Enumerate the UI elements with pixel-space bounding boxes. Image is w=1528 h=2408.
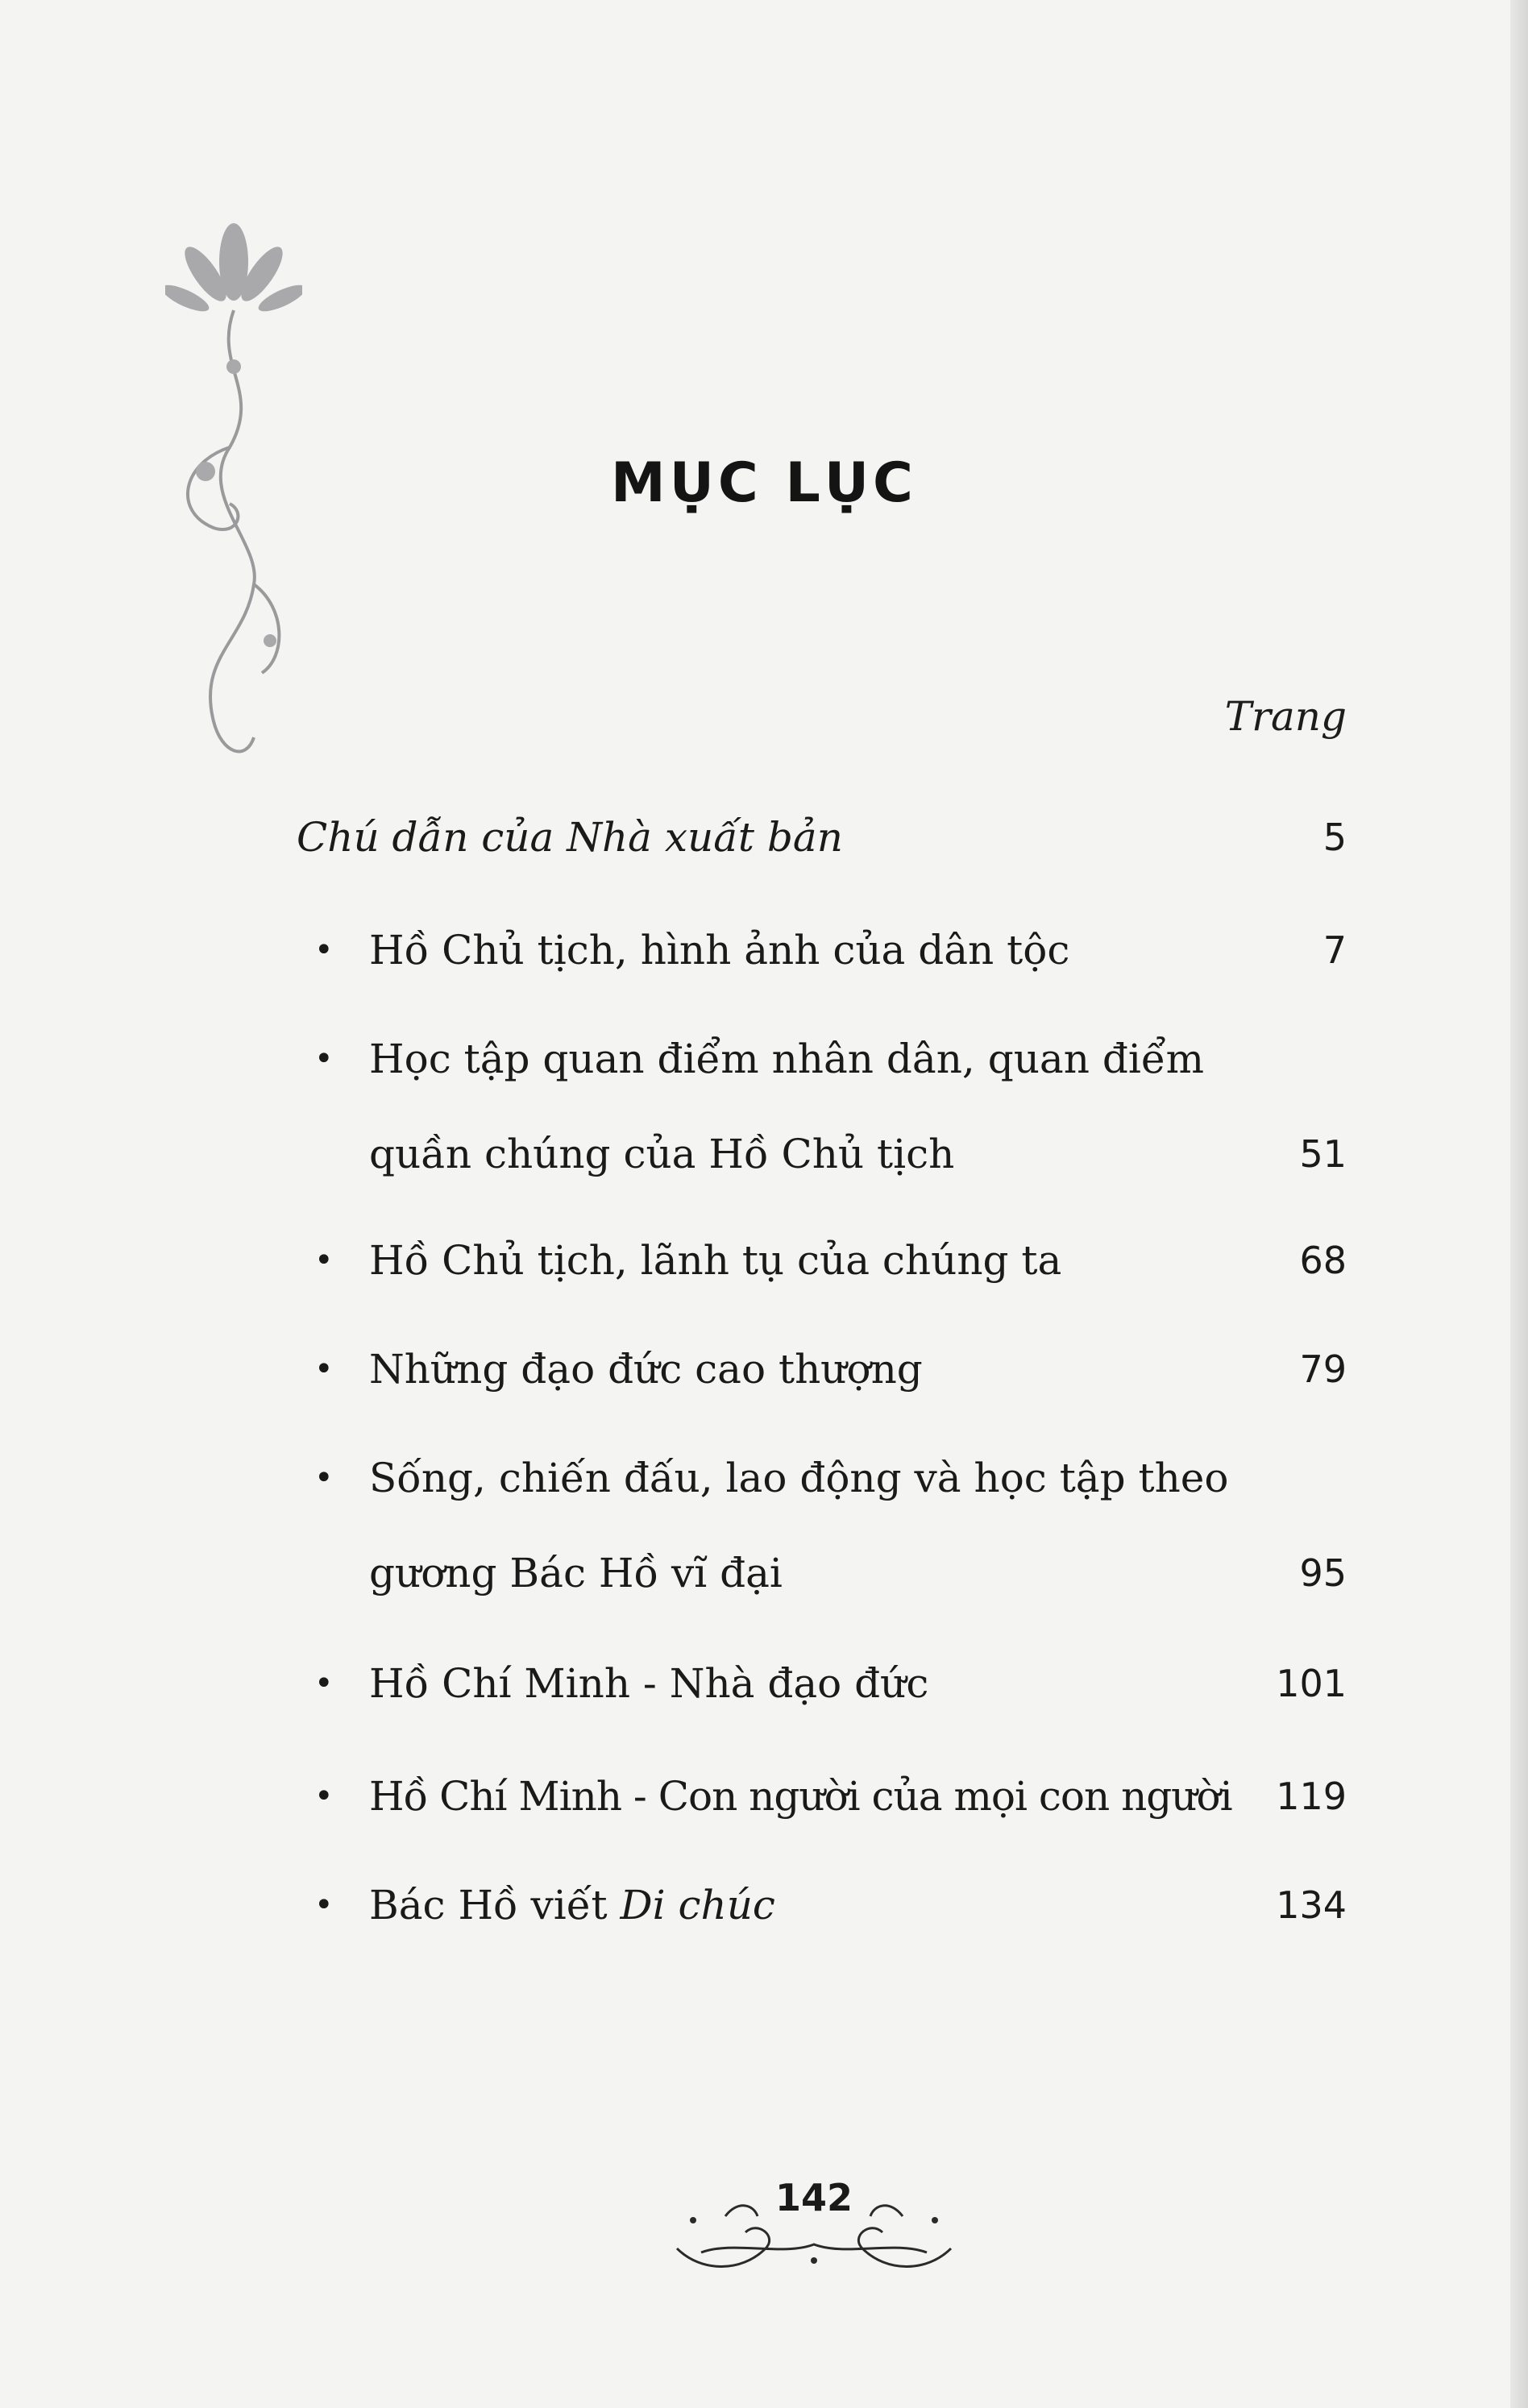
toc-entry — [289, 1011, 1347, 1202]
toc-entry-title — [369, 1430, 1228, 1621]
toc-entry-title-line2: quần chúng của Hồ Chủ tịch — [369, 1131, 955, 1177]
bullet-icon: • — [314, 1887, 334, 1924]
toc-entry-title-line2: gương Bác Hồ vĩ đại — [369, 1550, 783, 1596]
bullet-icon: • — [314, 1351, 334, 1388]
toc-entry-title — [369, 1858, 775, 1953]
bullet-icon: • — [314, 1665, 334, 1702]
toc-entry-page: 7 — [1322, 928, 1347, 972]
toc-entry-title: Những đạo đức cao thượng — [369, 1346, 923, 1393]
bullet-icon: • — [314, 1040, 334, 1077]
toc-entry — [289, 1749, 1347, 1844]
page-number: 142 — [774, 2176, 853, 2219]
page-footer — [669, 2160, 959, 2281]
toc-entry-page: 68 — [1299, 1239, 1347, 1282]
toc-entry-title: Hồ Chủ tịch, hình ảnh của dân tộc — [369, 927, 1070, 974]
bullet-icon: • — [314, 1459, 334, 1497]
bullet-icon: • — [314, 932, 334, 969]
toc-entry-page: 101 — [1276, 1662, 1347, 1705]
toc-entry — [289, 1322, 1347, 1417]
page-edge — [1510, 0, 1528, 2408]
toc-entry-page: 5 — [1322, 816, 1347, 859]
toc-entry — [289, 903, 1347, 998]
toc-entry — [289, 1636, 1347, 1731]
toc-entry-title — [369, 1011, 1204, 1202]
bullet-icon: • — [314, 1242, 334, 1279]
toc-entry-page: 51 — [1299, 1132, 1347, 1176]
page-title: MỤC LỤC — [611, 451, 917, 515]
toc-entry-title: Hồ Chí Minh - Nhà đạo đức — [369, 1660, 929, 1707]
bullet-icon: • — [314, 1778, 334, 1815]
toc-entry-title-line1: Học tập quan điểm nhân dân, quan điểm — [369, 1036, 1204, 1082]
toc-entry-page: 79 — [1299, 1347, 1347, 1391]
toc-entry-title-line1: Sống, chiến đấu, lao động và học tập theo — [369, 1455, 1229, 1501]
toc-entry — [289, 1430, 1347, 1621]
toc-entry-title-plain: Bác Hồ viết — [369, 1882, 621, 1928]
toc-entry-title-italic: Di chúc — [620, 1882, 775, 1928]
toc-entry-page: 95 — [1299, 1551, 1347, 1595]
toc-entry-title: Hồ Chí Minh - Con người của mọi con người — [369, 1773, 1232, 1820]
toc-entry — [289, 790, 1347, 885]
toc-entry-page: 119 — [1276, 1775, 1347, 1818]
toc-entry — [289, 1858, 1347, 1953]
page-column-header: Trang — [1224, 693, 1347, 740]
toc-entry-title: Chú dẫn của Nhà xuất bản — [297, 814, 843, 861]
toc-entry — [289, 1213, 1347, 1308]
toc-entry-page: 134 — [1276, 1883, 1347, 1927]
toc-entry-title: Hồ Chủ tịch, lãnh tụ của chúng ta — [369, 1237, 1062, 1284]
